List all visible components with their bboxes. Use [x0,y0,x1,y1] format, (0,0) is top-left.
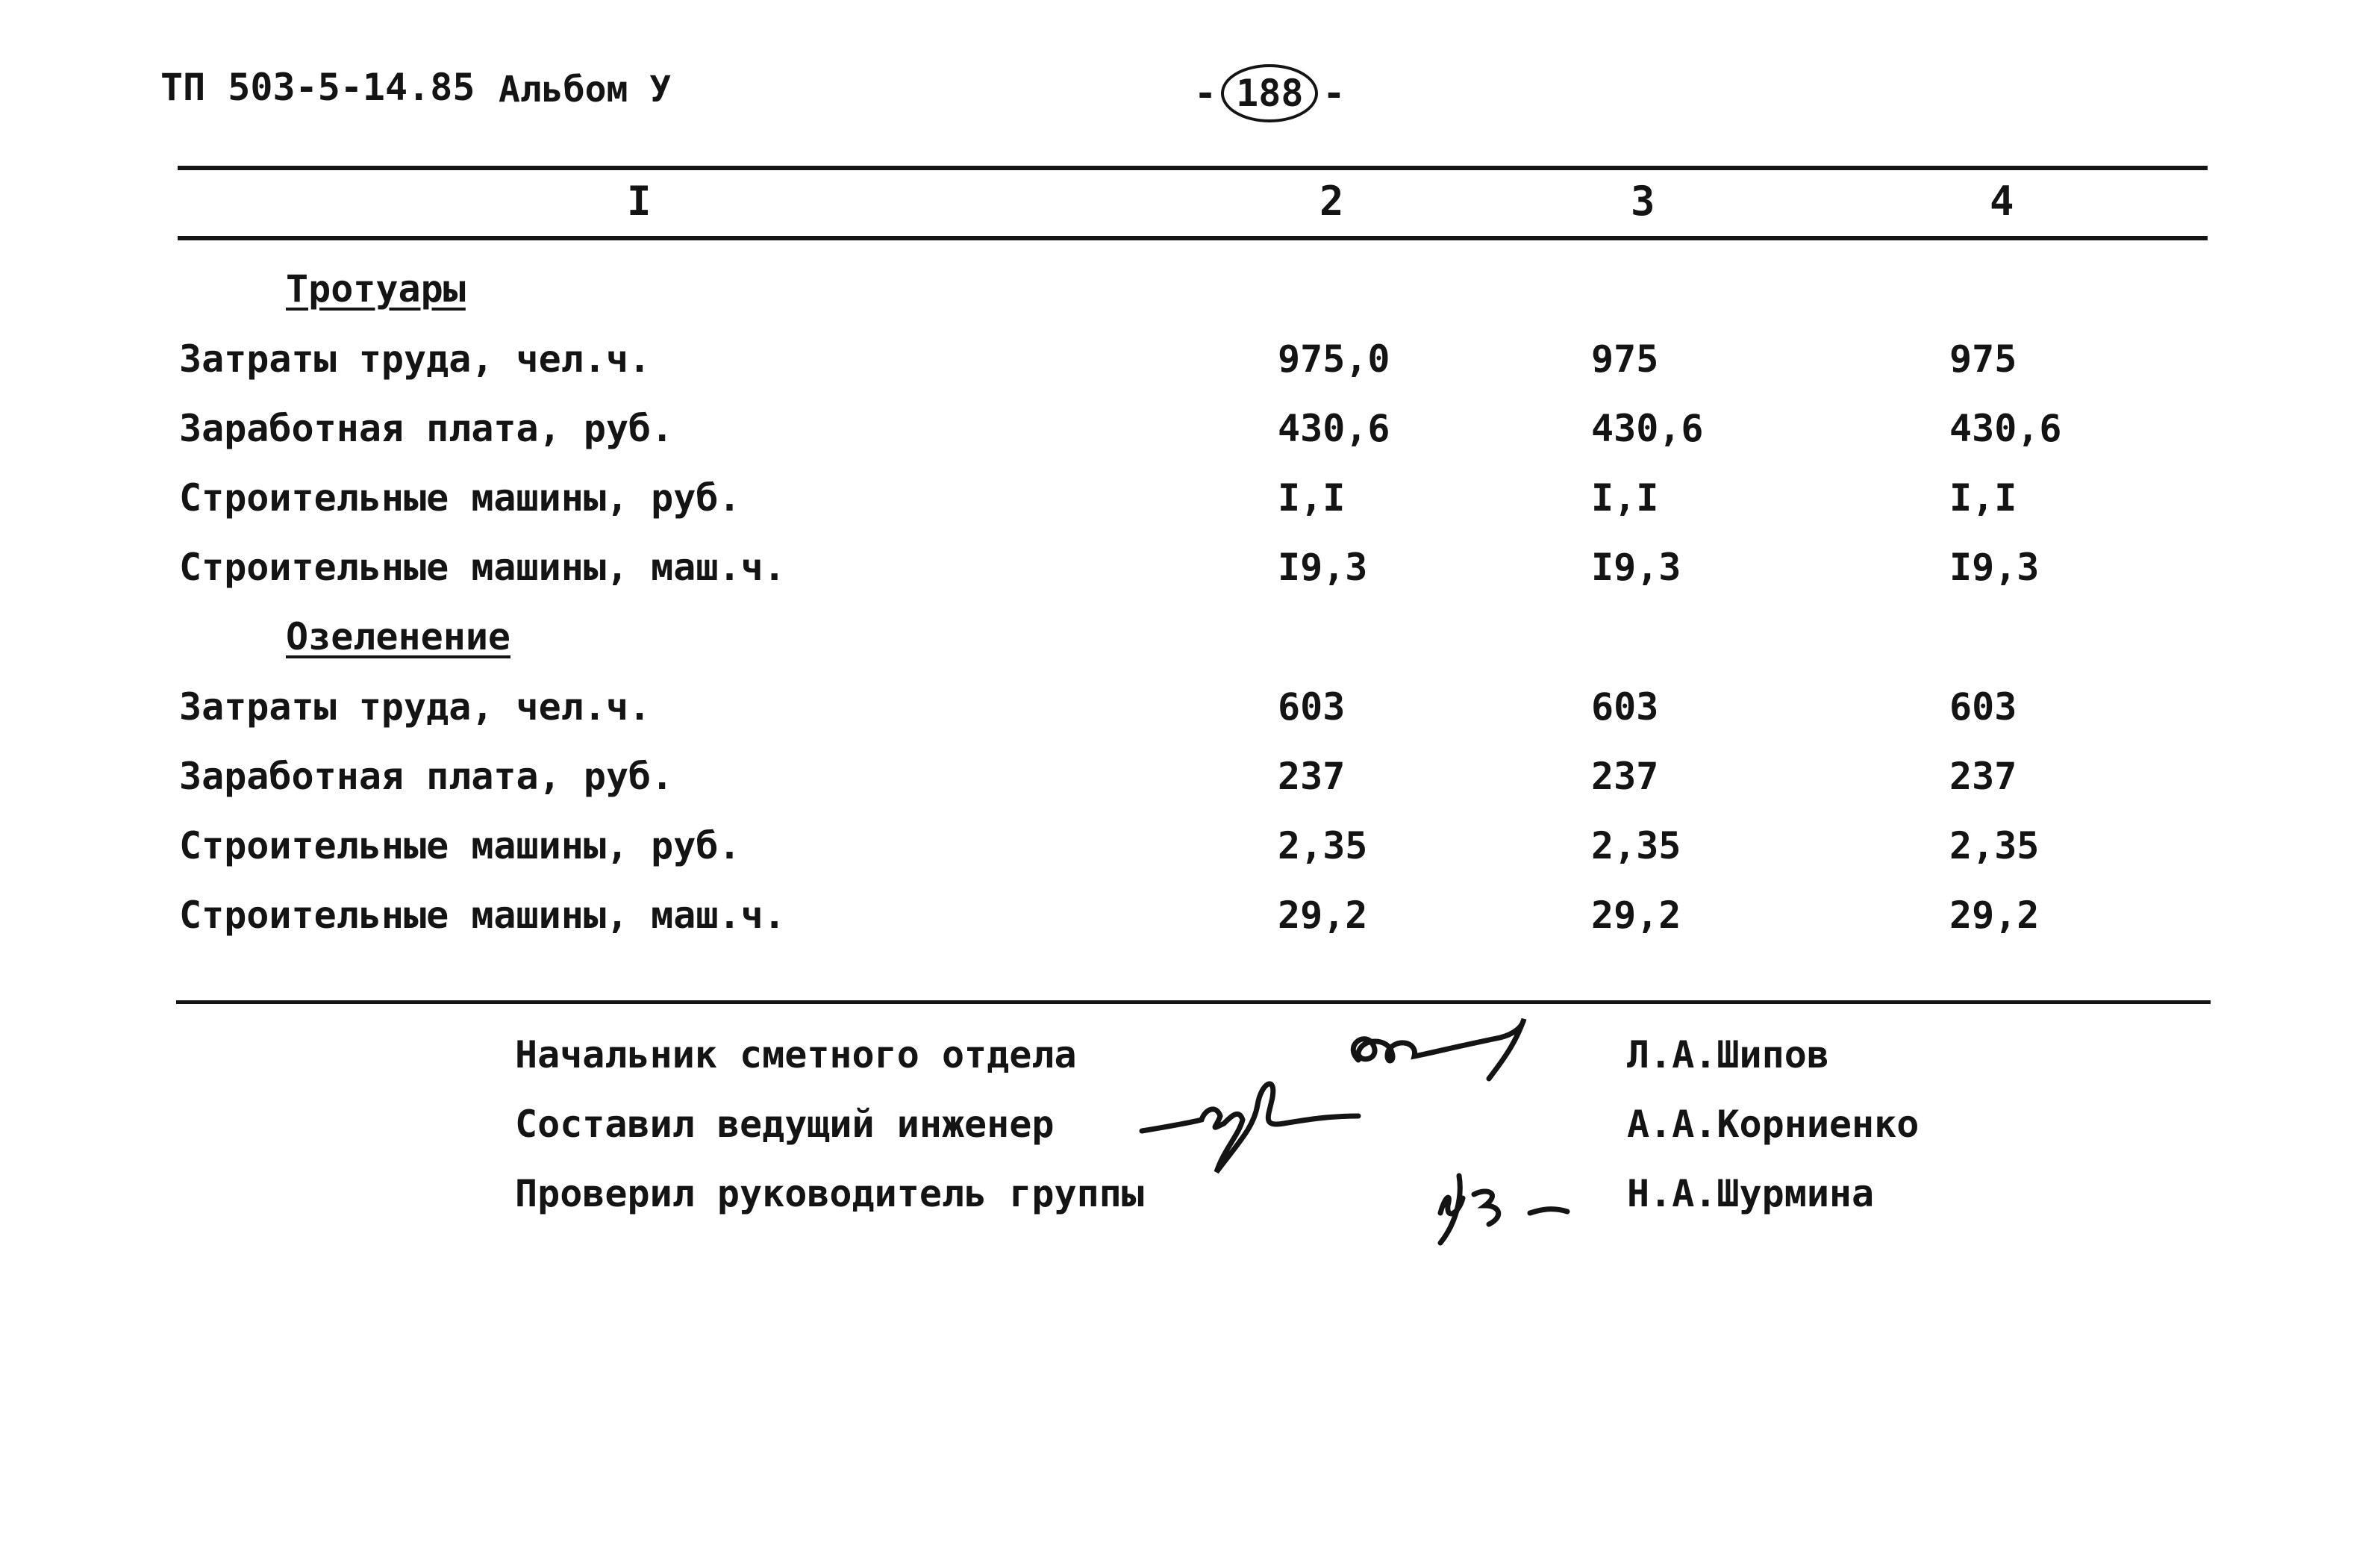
table-cell: I9,3 [1278,546,1368,589]
table-cell: 603 [1591,685,1659,729]
column-header-3: 3 [1631,178,1655,225]
section-title-sidewalks: Тротуары [286,267,466,311]
document-code: ТП 503-5-14.85 [160,66,475,109]
table-cell: 2,35 [1278,824,1368,867]
table-cell: I9,3 [1949,546,2040,589]
signature-name: Л.А.Шипов [1627,1033,1829,1076]
signature-name: А.А.Корниенко [1627,1103,1920,1146]
table-cell: 430,6 [1591,407,1704,450]
table-cell: 975 [1591,337,1659,381]
table-cell: I9,3 [1591,546,1681,589]
section-title-landscaping: Озеленение [286,615,511,658]
table-cell: I,I [1591,476,1659,520]
table-cell: 430,6 [1278,407,1390,450]
column-header-1: I [627,178,652,225]
table-cell: 603 [1949,685,2017,729]
album-label: Альбом У [499,69,672,110]
page-number-block [1194,64,1346,122]
table-cell: 975 [1949,337,2017,381]
table-cell: 2,35 [1591,824,1681,867]
signature-role: Начальник сметного отдела [515,1033,1077,1076]
table-row-label: Затраты труда, чел.ч. [179,685,652,729]
signature-scribble-2 [1134,1060,1388,1187]
column-header-2: 2 [1319,178,1344,225]
table-row-label: Заработная плата, руб. [179,755,674,798]
dash-left: - [1194,72,1217,115]
column-header-4: 4 [1990,178,2014,225]
table-cell: I,I [1949,476,2017,520]
table-cell: 237 [1591,755,1659,798]
table-row-label: Затраты труда, чел.ч. [179,337,652,381]
table-cell: 29,2 [1949,894,2040,937]
table-cell: I,I [1278,476,1346,520]
table-row-label: Строительные машины, руб. [179,476,741,520]
page-number: 188 [1221,64,1318,122]
table-row-label: Строительные машины, маш.ч. [179,546,786,589]
table-cell: 2,35 [1949,824,2040,867]
signature-role: Составил ведущий инженер [515,1103,1055,1146]
table-row-label: Заработная плата, руб. [179,407,674,450]
signature-role: Проверил руководитель группы [515,1172,1144,1215]
dash-right: - [1322,72,1346,115]
table-cell: 430,6 [1949,407,2062,450]
table-cell: 237 [1278,755,1346,798]
signature-scribble-3 [1418,1153,1590,1250]
table-cell: 29,2 [1278,894,1368,937]
signature-name: Н.А.Шурмина [1627,1172,1875,1215]
table-cell: 237 [1949,755,2017,798]
table-header-rule [178,236,2208,240]
table-cell: 975,0 [1278,337,1390,381]
table-cell: 29,2 [1591,894,1681,937]
table-cell: 603 [1278,685,1346,729]
table-top-rule [178,166,2208,170]
table-row-label: Строительные машины, руб. [179,824,741,867]
table-row-label: Строительные машины, маш.ч. [179,894,786,937]
table-bottom-rule [176,1000,2211,1004]
